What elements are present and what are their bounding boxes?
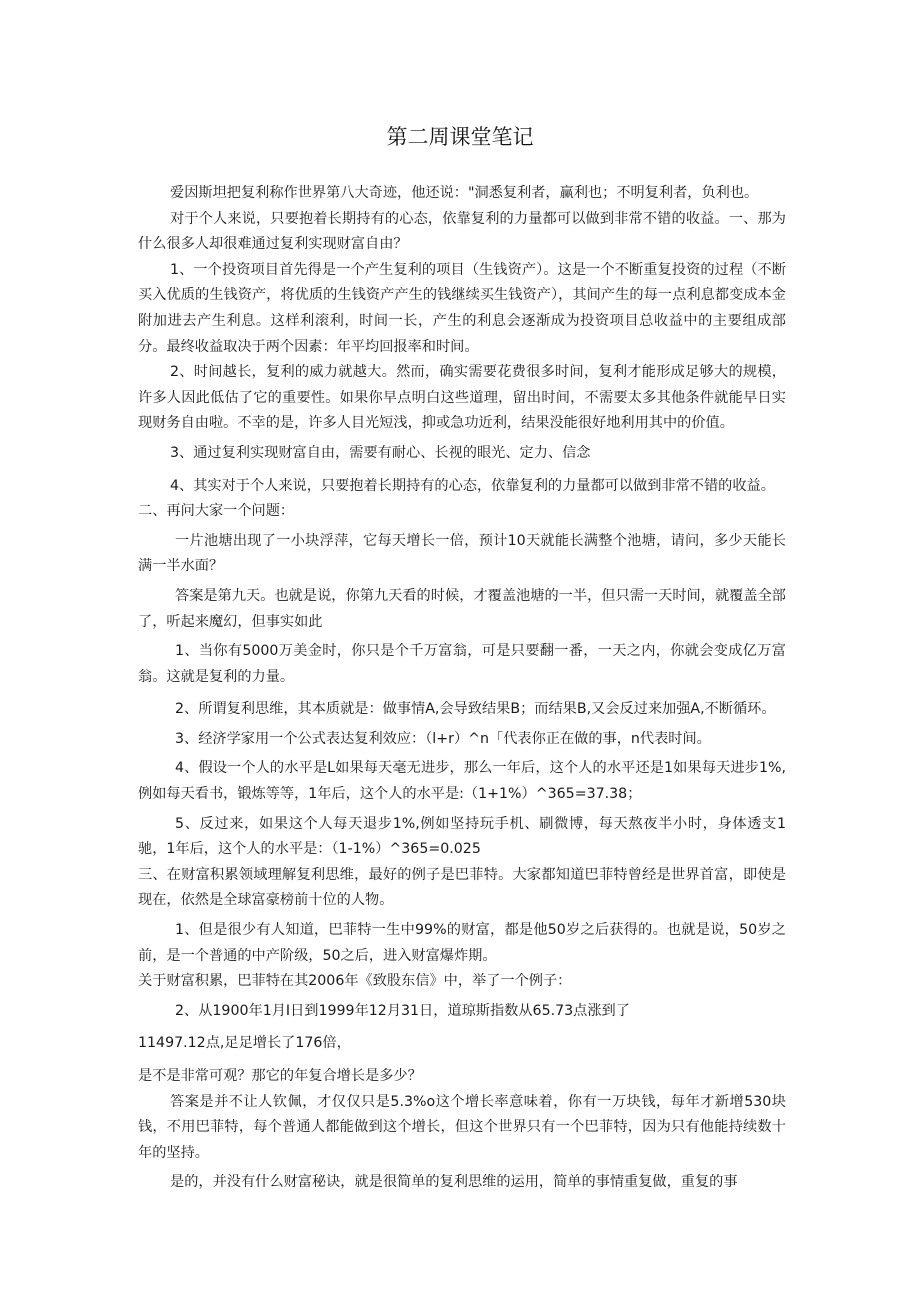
paragraph-example-1: 1、当你有5000万美金时，你只是个千万富翁，可是只要翻一番，一天之内，你就会变成亿万富翁。这就是复利的力量。 (138, 643, 786, 685)
section-heading-3: 三、在财富积累领域理解复利思维，最好的例子是巴菲特。大家都知道巴菲特曾经是世界首富，即使是现在，依然是全球富豪榜前十位的人物。 (138, 866, 786, 909)
page-title: 第二周课堂笔记 (386, 125, 534, 149)
paragraph-buffett-letter: 关于财富积累，巴菲特在其2006年《致股东信》中，举了一个例子： (138, 973, 572, 990)
notes-body (138, 181, 786, 1196)
paragraph-example-5: 5、反过来，如果这个人每天退步1%,例如坚持玩手机、刷微博，每天熬夜半小时，身体透支1驰，1年后，这个人的水平是：（1-1%）^365=0.025 (138, 815, 786, 858)
paragraph-dow-jones-cont: 11497.12点,足足增长了176倍， (138, 1035, 351, 1052)
paragraph-point-2: 2、时间越长，复利的威力就越大。然而，确实需要花费很多时间，复利才能形成足够大的规模，许多人因此低估了它的重要性。如果你早点明白这些道理，留出时间，不需要太多其他条件就能早日实现财务自由啦。不幸的是，许多人目光短浅，抑或急功近利，结果没能很好地利用其中的价值。 (138, 364, 786, 432)
paragraph-pond-question: 一片池塘出现了一小块浮萍，它每天增长一倍，预计10天就能长满整个池塘，请问，多少天能长满一半水面？ (138, 532, 786, 575)
paragraph-example-2: 2、所谓复利思维，其本质就是：做事情A,会导致结果B；而结果B,又会反过来加强A,不断循环。 (175, 701, 776, 718)
paragraph-conclusion: 是的，并没有什么财富秘诀，就是很简单的复利思维的运用，简单的事情重复做，重复的事 (170, 1174, 738, 1191)
paragraph-buffett-1: 1、但是很少有人知道，巴菲特一生中99%的财富，都是他50岁之后获得的。也就是说，50岁之前，是一个普通的中产阶级，50之后，进入财富爆炸期。 (138, 922, 786, 964)
paragraph-growth-question: 是不是非常可观？那它的年复合增长是多少？ (138, 1068, 422, 1084)
paragraph-point-3: 3、通过复利实现财富自由，需要有耐心、长视的眼光、定力、信念 (170, 444, 591, 461)
paragraph-growth-answer: 答案是并不让人钦佩，才仅仅只是5.3%o这个增长率意味着，你有一万块钱，每年才新增530块钱，不用巴菲特，每个普通人都能做到这个增长，但这个世界只有一个巴菲特，因为只有他能持续数十年的坚持。 (138, 1093, 786, 1161)
paragraph-intro: 爱因斯坦把复利称作世界第八大奇迹，他还说："洞悉复利者，赢利也；不明复利者，负利也。 (170, 185, 759, 201)
paragraph-personal: 对于个人来说，只要抱着长期持有的心态，依靠复利的力量都可以做到非常不错的收益。一、那为什么很多人却很难通过复利实现财富自由？ (138, 210, 786, 253)
paragraph-point-1: 1、一个投资项目首先得是一个产生复利的项目（生钱资产）。这是一个不断重复投资的过程（不断买入优质的生钱资产，将优质的生钱资产产生的钱继续买生钱资产），其间产生的每一点利息都变成本金附加进去产生利息。这样利滚利，时间一长，产生的利息会逐渐成为投资项目总收益中的主要组成部分。最终收益取决于两个因素：年平均回报率和时间。 (138, 261, 786, 355)
section-heading-2: 二、再问大家一个问题： (138, 503, 295, 520)
paragraph-pond-answer: 答案是第九天。也就是说，你第九天看的时候，才覆盖池塘的一半，但只需一天时间，就覆盖全部了，听起来魔幻，但事实如此 (138, 587, 786, 630)
paragraph-example-4: 4、假设一个人的水平是L如果每天毫无进步，那么一年后，这个人的水平还是1如果每天进步1%,例如每天看书，锻炼等等，1年后，这个人的水平是:（1+1%）^365=37.38； (138, 760, 786, 803)
paragraph-point-4: 4、其实对于个人来说，只要抱着长期持有的心态，依靠复利的力量都可以做到非常不错的收益。 (170, 477, 775, 494)
paragraph-example-3: 3、经济学家用一个公式表达复利效应：（l+r）^n「代表你正在做的事，n代表时间。 (175, 730, 711, 747)
paragraph-dow-jones: 2、从1900年1月I日到1999年12月31日，道琼斯指数从65.73点涨到了 (175, 1002, 630, 1019)
